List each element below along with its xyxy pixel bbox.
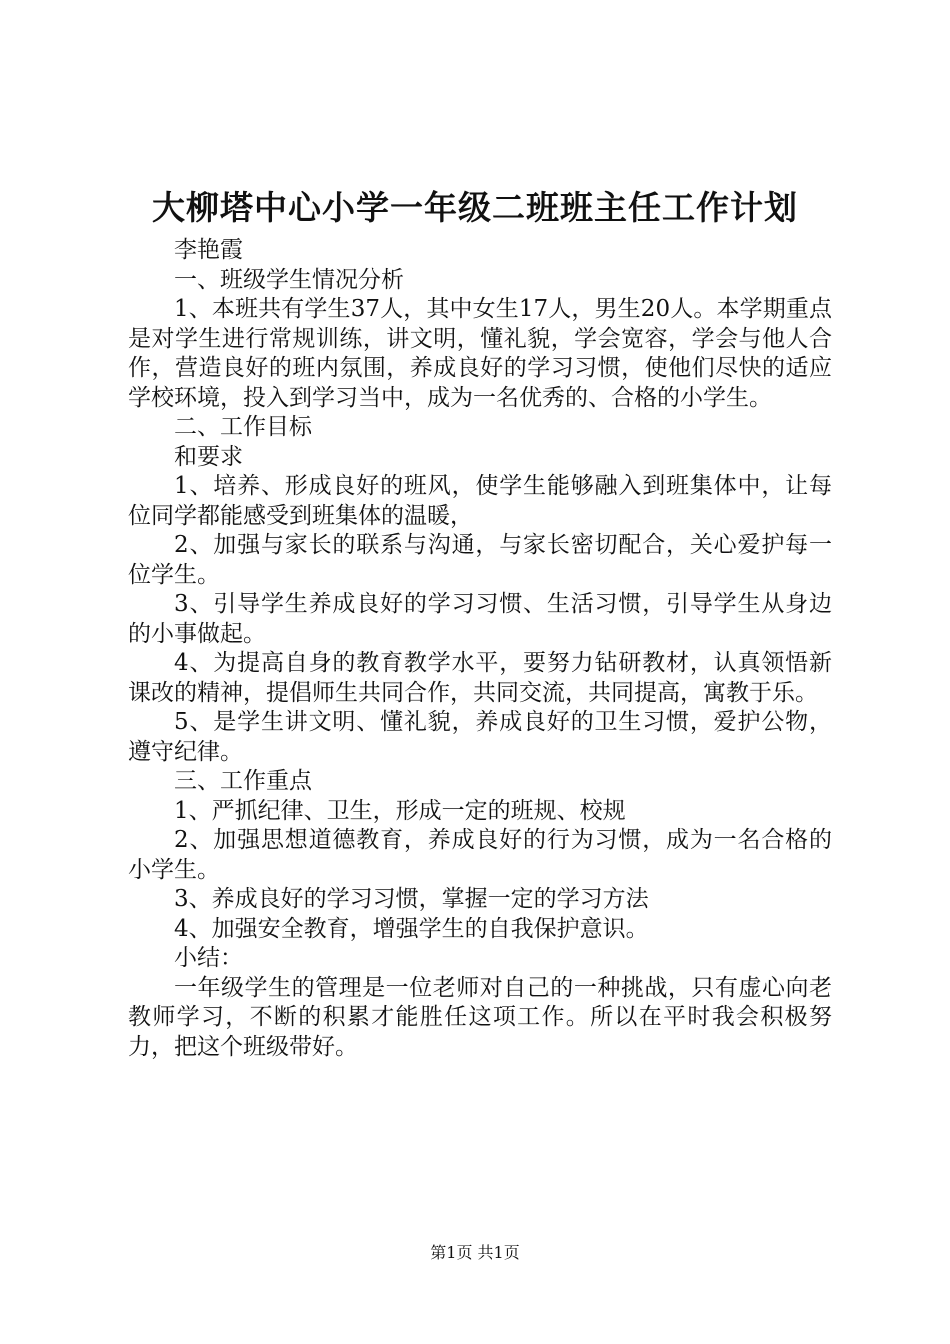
document-body [128,236,832,1062]
paragraph: 1、培养、形成良好的班风，使学生能够融入到班集体中，让每位同学都能感受到班集体的温暖， [128,473,832,529]
paragraph: 3、引导学生养成良好的学习习惯、生活习惯，引导学生从身边的小事做起。 [128,591,832,647]
paragraph: 4、为提高自身的教育教学水平，要努力钻研教材，认真领悟新课改的精神，提倡师生共同合作，共同交流，共同提高，寓教于乐。 [128,650,832,706]
paragraph: 2、加强与家长的联系与沟通，与家长密切配合，关心爱护每一位学生。 [128,532,832,588]
section-heading-2-cont: 和要求 [174,443,243,470]
section-heading-3: 三、工作重点 [174,768,312,794]
paragraph: 4、加强安全教育，增强学生的自我保护意识。 [174,915,649,942]
author-name: 李艳霞 [174,237,243,263]
section-heading-2: 二、工作目标 [174,414,312,440]
paragraph: 3、养成良好的学习习惯，掌握一定的学习方法 [174,886,649,912]
paragraph: 一年级学生的管理是一位老师对自己的一种挑战，只有虚心向老教师学习，不断的积累才能胜任这项工作。所以在平时我会积极努力，把这个班级带好。 [128,974,832,1060]
page-footer: 第1页 共1页 [430,1243,520,1262]
section-heading-1: 一、班级学生情况分析 [174,266,404,293]
paragraph: 1、本班共有学生37人，其中女生17人，男生20人。本学期重点是对学生进行常规训练，讲文明，懂礼貌，学会宽容，学会与他人合作，营造良好的班内氛围，养成良好的学习习惯，使他们尽快的适应学校环境，投入到学习当中，成为一名优秀的、合格的小学生。 [128,296,832,411]
paragraph: 2、加强思想道德教育，养成良好的行为习惯，成为一名合格的小学生。 [128,827,832,883]
document-title: 大柳塔中心小学一年级二班班主任工作计划 [152,188,798,227]
paragraph: 1、严抓纪律、卫生，形成一定的班规、校规 [174,797,626,824]
paragraph: 5、是学生讲文明、懂礼貌，养成良好的卫生习惯，爱护公物，遵守纪律。 [128,709,832,765]
summary-heading: 小结： [174,945,243,971]
